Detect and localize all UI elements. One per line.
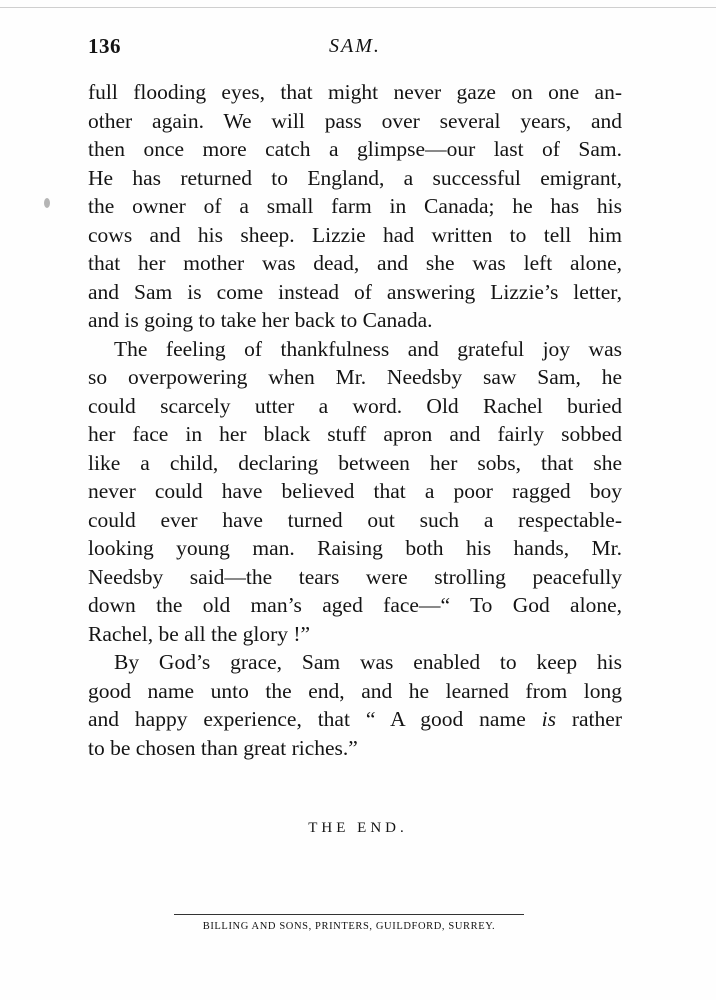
text-line: could ever have turned out such a respectable-: [88, 507, 622, 532]
body-text: [88, 78, 622, 762]
the-end-mark: THE END.: [308, 820, 408, 836]
text-line: By God’s grace, Sam was enabled to keep his: [114, 650, 622, 674]
text-line: looking young man. Raising both his hands, Mr.: [88, 536, 622, 560]
text-line: and Sam is come instead of answering Lizzie’s letter,: [88, 279, 622, 304]
page-number: 136: [88, 34, 121, 58]
imprint-rule: [174, 914, 524, 915]
running-title: SAM.: [329, 35, 381, 57]
text-line: Needsby said—the tears were strolling peacefully: [88, 564, 622, 589]
text-line: that her mother was dead, and she was left alone,: [88, 251, 622, 275]
text-line: the owner of a small farm in Canada; he has his: [88, 194, 622, 218]
page-header: [88, 34, 622, 64]
text-line: like a child, declaring between her sobs, that she: [88, 450, 622, 475]
text-line: [88, 705, 622, 734]
text-line: to be chosen than great riches.”: [88, 735, 358, 760]
text-line: Rachel, be all the glory !”: [88, 621, 311, 646]
italic-word: is: [541, 707, 556, 731]
text-line: could scarcely utter a word. Old Rachel buried: [88, 393, 622, 418]
page-top-edge: [0, 7, 716, 8]
paper-speck: [44, 198, 50, 208]
printer-imprint: [174, 914, 524, 932]
text-span: and happy experience, that “ A good name: [88, 707, 542, 731]
text-line: never could have believed that a poor ragged boy: [88, 479, 622, 503]
text-line: He has returned to England, a successful emigrant,: [88, 165, 622, 190]
text-line: so overpowering when Mr. Needsby saw Sam, he: [88, 365, 622, 389]
text-line: full flooding eyes, that might never gaze on one an-: [88, 80, 622, 104]
text-line: her face in her black stuff apron and fairly sobbed: [88, 422, 622, 446]
text-line: cows and his sheep. Lizzie had written to tell him: [88, 222, 622, 247]
text-span: rather: [555, 707, 622, 731]
text-line: then once more catch a glimpse—our last of Sam.: [88, 137, 622, 161]
text-line: other again. We will pass over several years, and: [88, 108, 622, 133]
text-line: down the old man’s aged face—“ To God alone,: [88, 593, 622, 617]
text-line: good name unto the end, and he learned from long: [88, 678, 622, 703]
text-line: and is going to take her back to Canada.: [88, 308, 433, 332]
printer-line: BILLING AND SONS, PRINTERS, GUILDFORD, SURREY.: [202, 921, 496, 932]
text-line: The feeling of thankfulness and grateful joy was: [114, 336, 622, 361]
